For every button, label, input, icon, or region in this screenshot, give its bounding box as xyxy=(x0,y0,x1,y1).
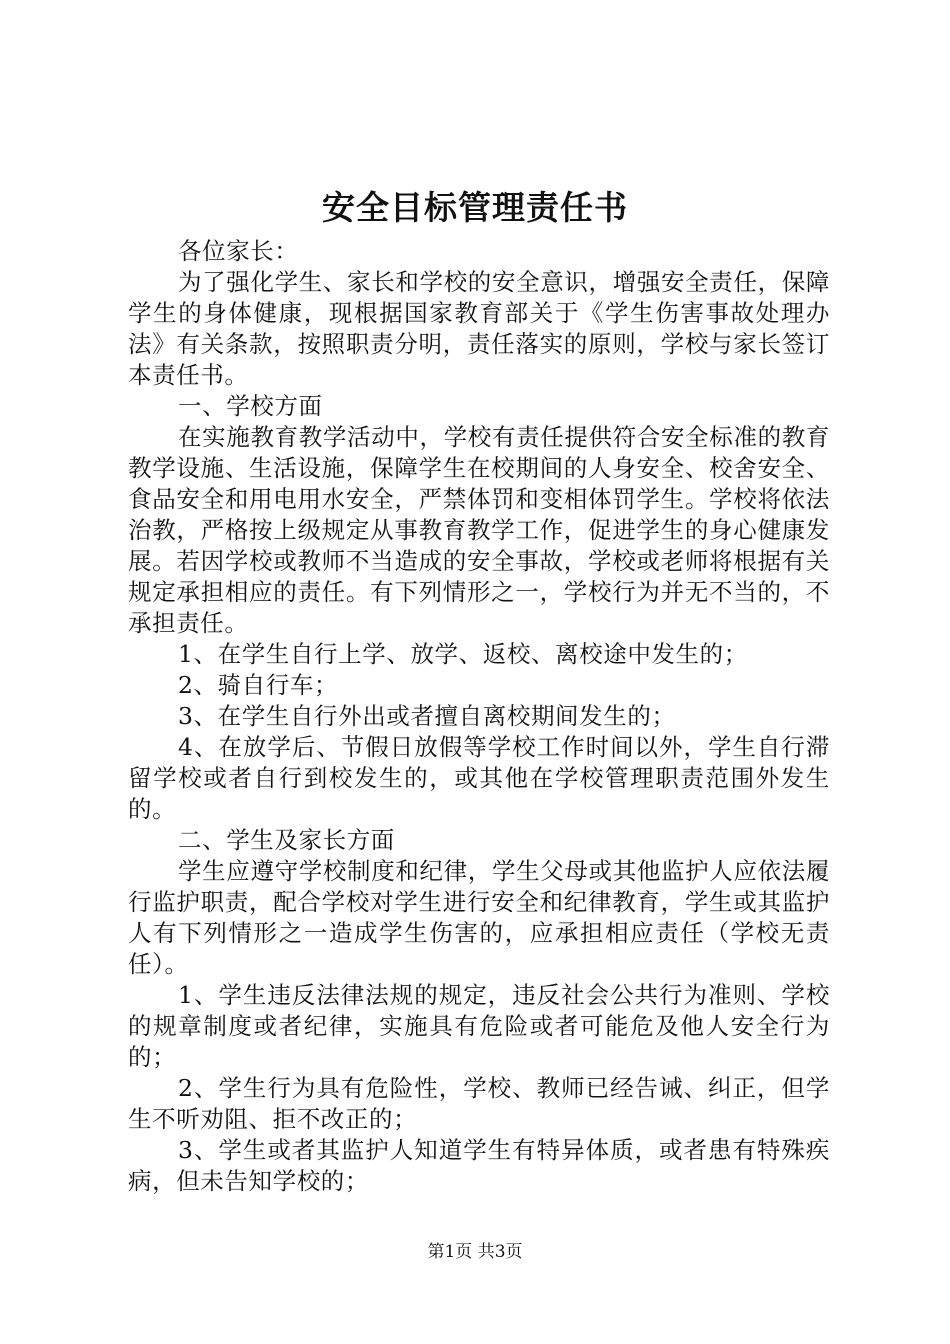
document-title: 安全目标管理责任书 xyxy=(322,188,628,227)
paragraph-parent-duties: 学生应遵守学校制度和纪律，学生父母或其他监护人应依法履行监护职责，配合学校对学生进行安全和纪律教育，学生或其监护人有下列情形之一造成学生伤害的，应承担相应责任（学校无责任）。 xyxy=(128,857,830,978)
paragraph-school-duties: 在实施教育教学活动中，学校有责任提供符合安全标准的教育教学设施、生活设施，保障学生在校期间的人身安全、校舍安全、食品安全和用电用水安全，严禁体罚和变相体罚学生。学校将依法治教，严格按上级规定从事教育教学工作，促进学生的身心健康发展。若因学校或教师不当造成的安全事故，学校或老师将根据有关规定承担相应的责任。有下列情形之一，学校行为并无不当的，不承担责任。 xyxy=(128,423,830,637)
section-heading-parents: 二、学生及家长方面 xyxy=(178,826,395,854)
list-item-school-3: 3、在学生自行外出或者擅自离校期间发生的； xyxy=(178,702,676,730)
page-footer: 第1页 共3页 xyxy=(427,1242,523,1262)
list-item-parent-3: 3、学生或者其监护人知道学生有特异体质，或者患有特殊疾病，但未告知学校的； xyxy=(128,1136,830,1195)
list-item-school-4: 4、在放学后、节假日放假等学校工作时间以外，学生自行滞留学校或者自行到校发生的，或其他在学校管理职责范围外发生的。 xyxy=(128,733,830,823)
list-item-parent-2: 2、学生行为具有危险性，学校、教师已经告诫、纠正，但学生不听劝阻、拒不改正的； xyxy=(128,1074,830,1133)
section-heading-school: 一、学校方面 xyxy=(178,392,323,420)
list-item-parent-1: 1、学生违反法律法规的规定，违反社会公共行为准则、学校的规章制度或者纪律，实施具有危险或者可能危及他人安全行为的； xyxy=(128,981,830,1071)
paragraph-intro: 为了强化学生、家长和学校的安全意识，增强安全责任，保障学生的身体健康，现根据国家教育部关于《学生伤害事故处理办法》有关条款，按照职责分明，责任落实的原则，学校与家长签订本责任书。 xyxy=(128,268,830,389)
document-body xyxy=(128,236,830,1197)
list-item-school-2: 2、骑自行车； xyxy=(178,671,339,699)
paragraph-salutation: 各位家长： xyxy=(178,237,299,265)
list-item-school-1: 1、在学生自行上学、放学、返校、离校途中发生的； xyxy=(178,640,748,668)
